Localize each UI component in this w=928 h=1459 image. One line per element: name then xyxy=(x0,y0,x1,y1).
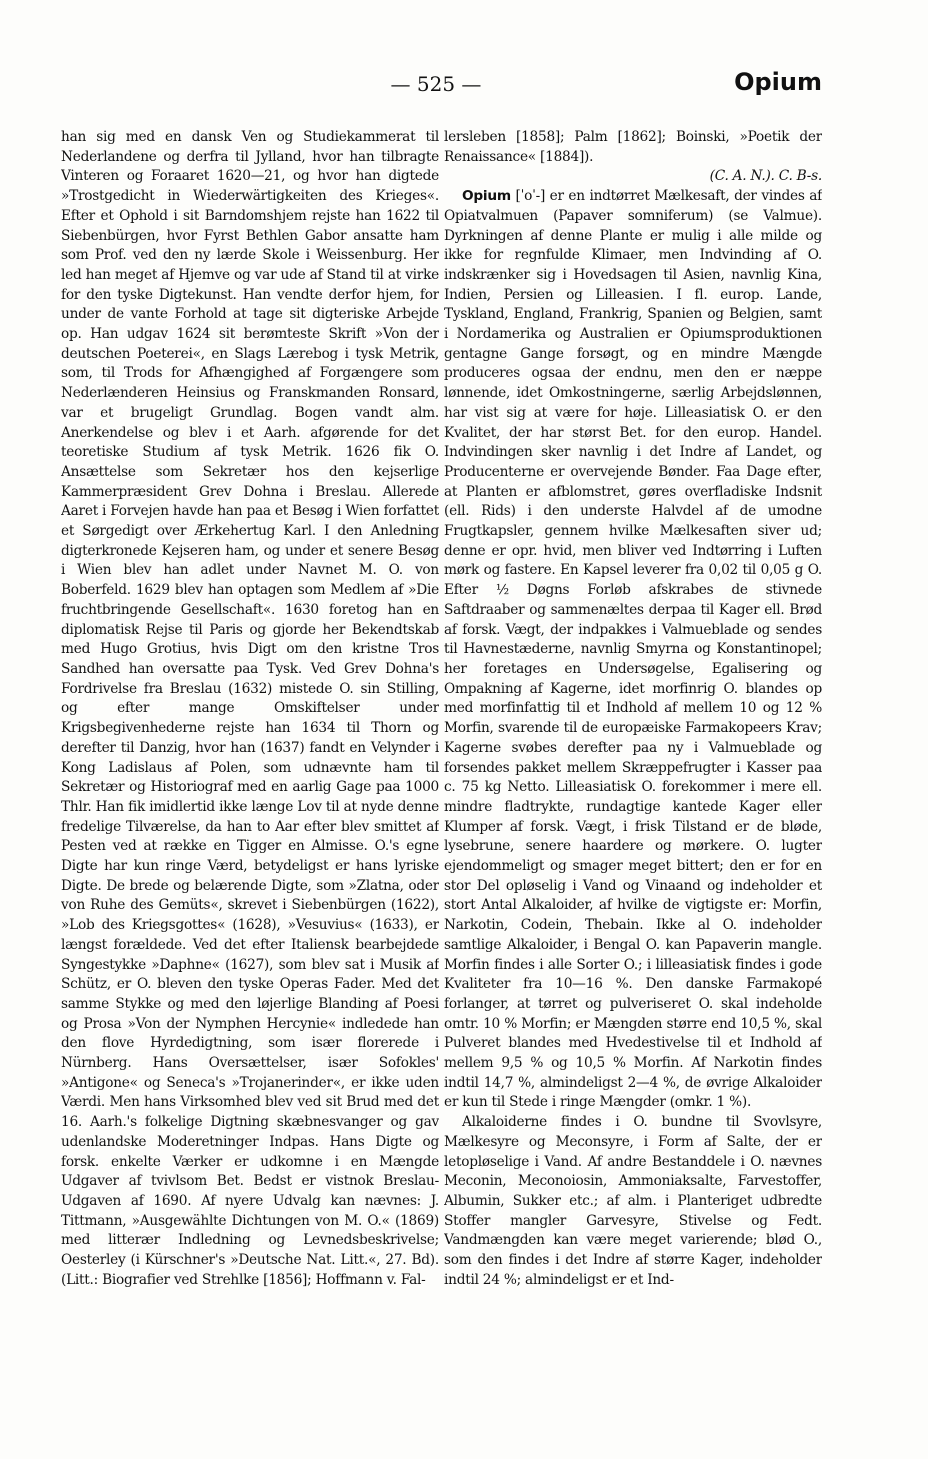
page-number: — 525 — xyxy=(390,72,482,96)
left-column xyxy=(61,128,439,1388)
article-continuation: lersleben [1858]; Palm [1862]; Boinski, »Poetik der Renaissance« [1884]). xyxy=(444,129,822,165)
right-column xyxy=(444,128,822,1388)
running-head: Opium xyxy=(734,68,822,96)
author-signature: (C. A. N.). C. B-s. xyxy=(709,168,822,185)
article-paragraph: han sig med en dansk Ven og Studiekammerat til Nederlandene og derfra til Jylland, hvor han tilbragte Vinteren og Foraaret 1620—21, og hvor han digtede »Trostgedicht in Wiederwärtigkeiten des Krieges«. Efter et Ophold i sit Barndomshjem rejste han 1622 til Siebenbürgen, hvor Fyrst Bethlen Gabor ansatte ham som Prof. ved den ny lærde Skole i Weissenburg. Her led han meget af Hjemve og var ude af Stand til at virke for den tyske Digtekunst. Han vendte derfor hjem, for under de vante Forhold at tage sit digteriske Arbejde op. Han udgav 1624 sit berømteste Skrift »Von der deutschen Poeterei«, en Slags Lærebog i tysk Metrik, som, til Trods for Afhængighed af Forgængere som Nederlænderen Heinsius og Franskmanden Ronsard, var et brugeligt Grundlag. Bogen vandt alm. Anerkendelse og blev i et Aarh. afgørende for det teoretiske Studium af tysk Metrik. 1626 fik O. Ansættelse som Sekretær hos den kejserlige Kammerpræsident Grev Dohna i Breslau. Allerede Aaret i Forvejen havde han paa et Besøg i Wien forfattet et Sørgedigt over Ærkehertug Karl. I den Anledning digterkronede Kejseren ham, og under et senere Besøg i Wien blev han adlet under Navnet M. O. von Boberfeld. 1629 blev han optagen som Medlem af »Die fruchtbringende Gesellschaft«. 1630 foretog han en diplomatisk Rejse til Paris og gjorde her Bekendtskab med Hugo Grotius, hvis Digt om den kristne Tros Sandhed han oversatte paa Tysk. Ved Grev Dohna's Fordrivelse fra Breslau (1632) mistede O. sin Stilling, og efter mange Omskiftelser under Krigsbegivenhederne rejste han 1634 til Thorn og derefter til Danzig, hvor han (1637) fandt en Velynder i Kong Ladislaus af Polen, som udnævnte ham til Sekretær og Historiograf med en aarlig Gage paa 1000 Thlr. Han fik imidlertid ikke længe Lov til at nyde denne fredelige Tilværelse, da han to Aar efter blev smittet af Pesten ved at række en Tigger en Almisse. O.'s egne Digte har kun ringe Værd, betydeligst er hans lyriske Digte. De brede og belærende Digte, som »Zlatna, oder von Ruhe des Gemüts«, skrevet i Siebenbürgen (1622), »Lob des Kriegsgottes« (1628), »Vesuvius« (1633), er længst forældede. Ved det efter Italiensk bearbejdede Syngestykke »Daphne« (1627), som blev sat i Musik af Schütz, er O. bleven den tyske Operas Fader. Med det samme Stykke og med den løjerlige Blanding af Poesi og Prosa »Von der Nymphen Hercynie« indledede han den flove Hyrdedigtning, som især florerede i Nürnberg. Hans Oversættelser, især Sofokles' »Antigone« og Seneca's »Trojanerinder«, er ikke uden Værdi. Men hans Virksomhed blev ved sit Brud med det 16. Aarh.'s folkelige Digtning skæbnesvanger og gav udenlandske Moderetninger Indpas. Hans Digte og forsk. enkelte Værker er udkomne i en Mængde Udgaver af tvivlsom Bet. Bedst er vistnok Breslau-Udgaven af 1690. Af nyere Udvalg kan nævnes: J. Tittmann, »Ausgewählte Dichtungen von M. O.« (1869) med litterær Indledning og Levnedsbeskrivelse; Oesterley (i Kürschner's »Deutsche Nat. Litt.«, 27. Bd). (Litt.: Biografier ved Strehlke [1856]; Hoffmann v. Fal- xyxy=(61,129,439,1288)
article-paragraph: Alkaloiderne findes i O. bundne til Svovlsyre, Mælkesyre og Meconsyre, i Form af Salte, der er letopløselige i Vand. Af andre Bestanddele i O. nævnes Meconin, Meconoiosin, Ammoniaksalte, Farvestoffer, Albumin, Sukker etc.; af alm. i Planteriget udbredte Stoffer mangler Garvesyre, Stivelse og Fedt. Vandmængden kan være meget varierende; blød O., som den findes i det Indre af større Kager, indeholder indtil 24 %; almindeligst er et Ind- xyxy=(444,1114,822,1288)
page-header xyxy=(0,68,928,108)
opium-entry xyxy=(444,187,822,1113)
entry-text: [ˈoˈ-] er en indtørret Mælkesaft, der vindes af Opiatvalmuen (Papaver somniferum) (se Valmue). Dyrkningen af denne Plante er mulig i alle milde og ikke for regnfulde Klimaer, men Indvinding af O. indskrænker sig i Hovedsagen til Asien, navnlig Kina, Indien, Persien og Lilleasien. I fl. europ. Lande, Tyskland, England, Frankrig, Spanien og Belgien, samt i Nordamerika og Australien er Opiumsproduktionen gentagne Gange forsøgt, og en mindre Mængde produceres ogsaa der endnu, men den er næppe lønnende, idet Omkostningerne, særlig Arbejdslønnen, har vist sig at være for høje. Lilleasiatisk O. er den Kvalitet, der har størst Bet. for den europ. Handel. Indvindingen sker navnlig i det Indre af Landet, og Producenterne er overvejende Bønder. Faa Dage efter, at Planten er afblomstret, gøres overfladiske Indsnit (ell. Rids) i den underste Halvdel af de umodne Frugtkapsler, gennem hvilke Mælkesaften siver ud; denne er opr. hvid, men bliver ved Indtørring i Luften mørk og fastere. En Kapsel leverer fra 0,02 til 0,05 g O. Efter ½ Døgns Forløb afskrabes de stivnede Saftdraaber og sammenæltes derpaa til Kager ell. Brød af forsk. Vægt, der indpakkes i Valmueblade og sendes til Havnestæderne, navnlig Smyrna og Konstantinopel; her foretages en Undersøgelse, Egalisering og Ompakning af Kagerne, idet morfinrig O. blandes op med morfinfattig til et Indhold af mellem 10 og 12 % Morfin, svarende til de europæiske Farmakopeers Krav; Kagerne svøbes derefter paa ny i Valmueblade og forsendes pakket mellem Skræppefrugter i Kasser paa c. 75 kg Netto. Lilleasiatisk O. forekommer i mere ell. mindre fladtrykte, rundagtige kantede Kager eller Klumper af forsk. Vægt, i frisk Tilstand er de bløde, lysebrune, senere haardere og mørkere. O. lugter ejendommeligt og smager meget bittert; den er for en stor Del opløselig i Vand og Vinaand og indeholder et stort Antal Alkaloider, af hvilke de vigtigste er: Morfin, Narkotin, Codein, Thebain. Ikke al O. indeholder samtlige Alkaloider, i Bengal O. kan Papaverin mangle. Morfin findes i alle Sorter O.; i lilleasiatisk findes i gode Kvaliteter fra 10—16 %. Den danske Farmakopé forlanger, at tørret og pulveriseret O. skal indeholde omtr. 10 % Morfin; er Mængden større end 10,5 %, skal Pulveret blandes med Hvedestivelse til et Indhold af mellem 9,5 % og 10,5 % Morfin. Af Narkotin findes indtil 14,7 %, almindeligst 2—4 %, de øvrige Alkaloider er kun til Stede i ringe Mængder (omkr. 1 %). xyxy=(444,188,822,1111)
entry-headword: Opium xyxy=(462,188,511,205)
